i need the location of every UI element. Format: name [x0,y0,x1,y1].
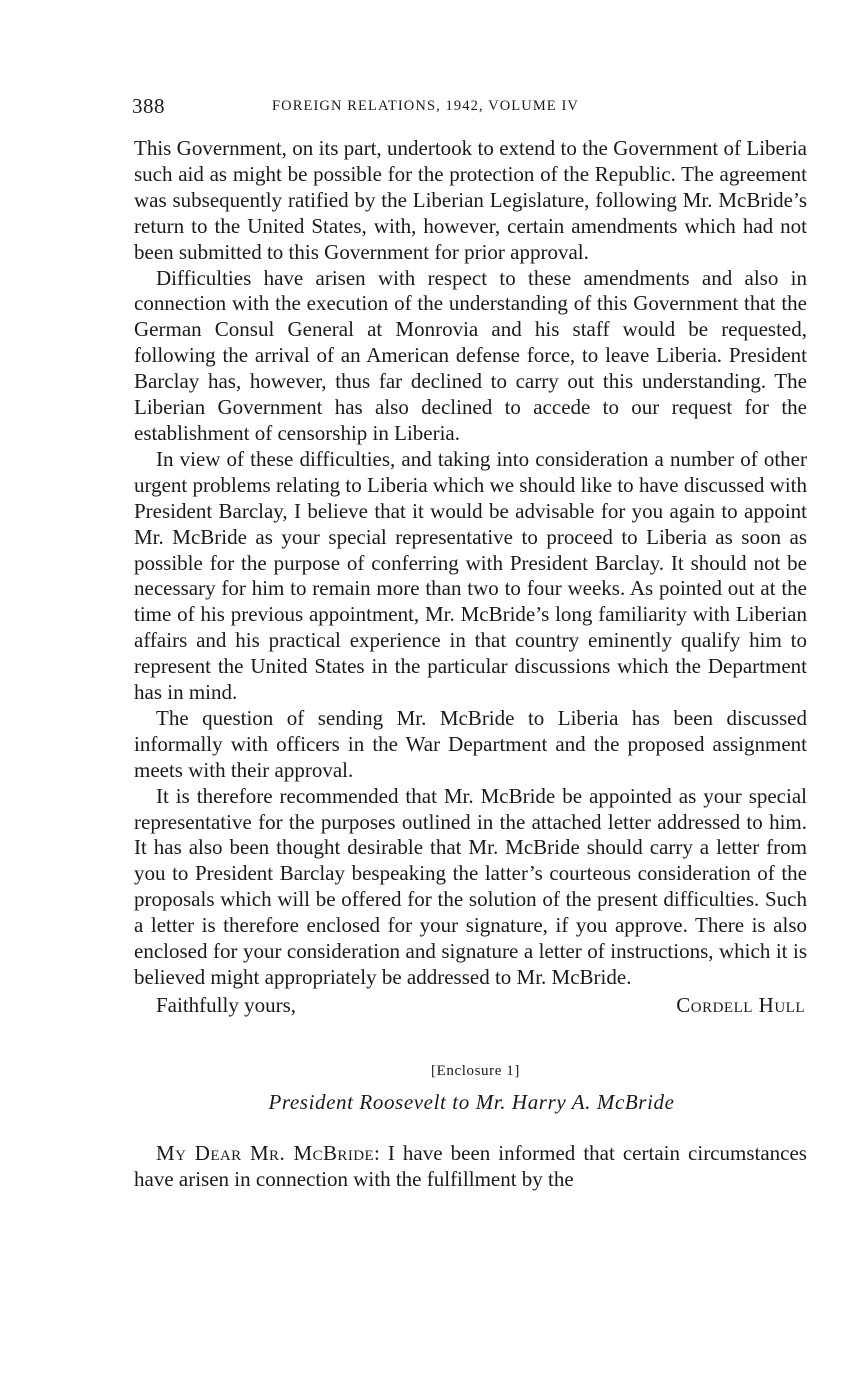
signature: Cordell Hull [676,992,805,1017]
letter-text: : I have been informed that certain circumstances have arisen in connection with the fulfillment by the [134,1140,807,1191]
letter-body [134,1141,807,1193]
document-page [134,94,807,1193]
salutation: My Dear Mr. McBride [156,1140,375,1165]
memorandum-body [134,136,807,991]
paragraph-3: In view of these difficulties, and taking into consideration a number of other urgent problems relating to Liberia which we should like to have discussed with President Barclay, I believe that it would be advisable for you again to appoint Mr. McBride as your special representative to proceed to Liberia as soon as possible for the purpose of conferring with President Barclay. It should not be necessary for him to remain more than two to four weeks. As pointed out at the time of his previous appointment, Mr. McBride’s long familiarity with Liberian affairs and his practical experience in that country eminently qualify him to represent the United States in the particular discussions which the Department has in mind. [134,446,807,705]
signoff [134,993,807,1019]
paragraph-4: The question of sending Mr. McBride to Liberia has been discussed informally with officers in the War Department and the proposed assignment meets with their approval. [134,705,807,782]
enclosure-label: [Enclosure 1] [430,1062,521,1079]
page-number: 388 [132,94,165,118]
closing-phrase: Faithfully yours, [156,992,296,1017]
running-head-title: FOREIGN RELATIONS, 1942, VOLUME IV [272,98,579,114]
running-head [134,94,807,124]
paragraph-5: It is therefore recommended that Mr. McBride be appointed as your special representative for the purposes outlined in the attached letter addressed to him. It has also been thought desirable that Mr. McBride should carry a letter from you to President Barclay bespeaking the latter’s courteous consideration of the proposals which will be offered for the solution of the present difficulties. Such a letter is therefore enclosed for your signature, if you approve. There is also enclosed for your consideration and signature a letter of instructions, which it is believed might appropriately be addressed to Mr. McBride. [134,783,807,989]
paragraph-2: Difficulties have arisen with respect to these amendments and also in connection with the execution of the understanding of this Government that the German Consul General at Monrovia and his staff would be requested, following the arrival of an American defense force, to leave Liberia. President Barclay has, however, thus far declined to carry out this understanding. The Liberian Government has also declined to accede to our request for the establishment of censorship in Liberia. [134,265,807,445]
paragraph-1: This Government, on its part, undertook to extend to the Government of Liberia such aid as might be possible for the protection of the Republic. The agreement was subsequently ratified by the Liberian Legislature, following Mr. McBride’s return to the United States, with, however, certain amendments which had not been submitted to this Government for prior approval. [134,136,807,264]
enclosure-title: President Roosevelt to Mr. Harry A. McBride [268,1089,675,1114]
letter-paragraph-1 [134,1141,807,1193]
